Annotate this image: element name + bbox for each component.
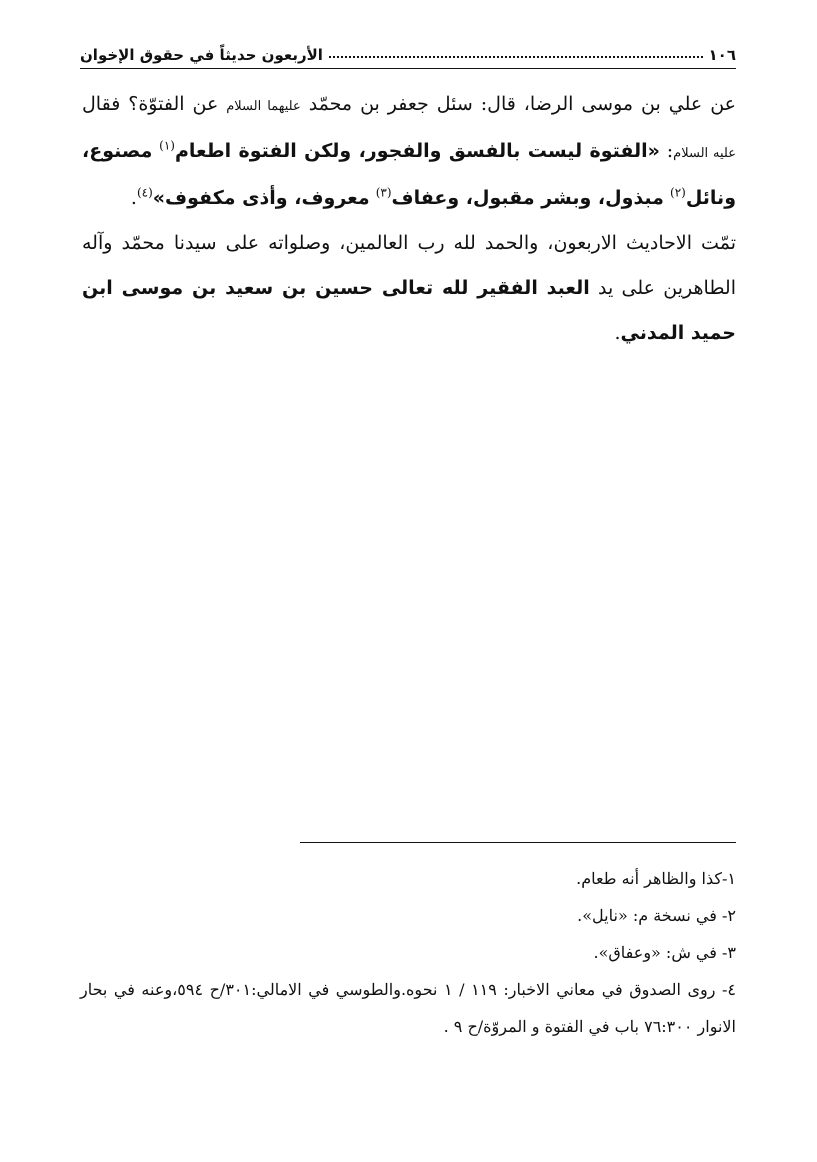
footnote-3: ٣- في ش: «وعفاق». xyxy=(593,943,736,962)
header-leader-dots xyxy=(329,56,703,58)
footnotes xyxy=(80,860,736,1045)
footnote-2: ٢- في نسخة م: «نايل». xyxy=(577,906,736,925)
footnote-mark-4: (٤) xyxy=(136,185,153,200)
hadith-quote-4: معروف، وأذى مكفوف» xyxy=(152,187,370,209)
footnote-1: ١-كذا والظاهر أنه طعام. xyxy=(576,869,736,888)
hadith-paragraph xyxy=(82,82,736,221)
footnote-mark-3: (٣) xyxy=(375,185,392,200)
footnote-mark-2: (٢) xyxy=(670,185,686,200)
honorific-glyph-1: عليهما السلام xyxy=(226,99,301,114)
footnote-mark-1: (١) xyxy=(159,138,175,153)
period: . xyxy=(130,187,137,209)
period: . xyxy=(614,322,621,344)
hadith-question: عن الفتوّة؟ فقال xyxy=(82,93,219,115)
hadith-intro: عن علي بن موسى الرضا، قال: سئل جعفر بن محمّد xyxy=(308,93,736,115)
honorific-glyph-2: عليه السلام xyxy=(673,146,736,161)
scribe-name: العبد الفقير لله تعالى حسين بن سعيد بن موسى ابن حميد المدني xyxy=(82,277,736,344)
colophon-paragraph xyxy=(82,221,736,356)
page-number: ١٠٦ xyxy=(708,46,736,64)
hadith-quote-1: «الفتوة ليست بالفسق والفجور، ولكن الفتوة اطعام xyxy=(174,140,660,162)
main-text xyxy=(82,82,736,356)
footnote-4: ٤- روى الصدوق في معاني الاخبار: ١١٩ / ١ نحوه.والطوسي في الامالي:٣٠١/ح ٥٩٤،وعنه في بحار الانوار ٧٦:٣٠٠ باب في الفتوة و المروّة/ح ٩ . xyxy=(80,980,736,1036)
colon: : xyxy=(666,140,674,162)
colophon-text: تمّت الاحاديث الاربعون، والحمد لله رب العالمين، وصلواته على سيدنا محمّد وآله الطاهرين على يد xyxy=(82,232,736,299)
header-rule xyxy=(80,68,736,69)
book-title: الأربعون حديثاً في حقوق الإخوان xyxy=(80,46,323,64)
hadith-quote-3: مبذول، وبشر مقبول، وعفاف xyxy=(391,187,664,209)
hadith-quote-2: مصنوع، ونائل xyxy=(82,140,736,209)
footnote-rule xyxy=(300,842,736,843)
running-header xyxy=(80,36,736,64)
